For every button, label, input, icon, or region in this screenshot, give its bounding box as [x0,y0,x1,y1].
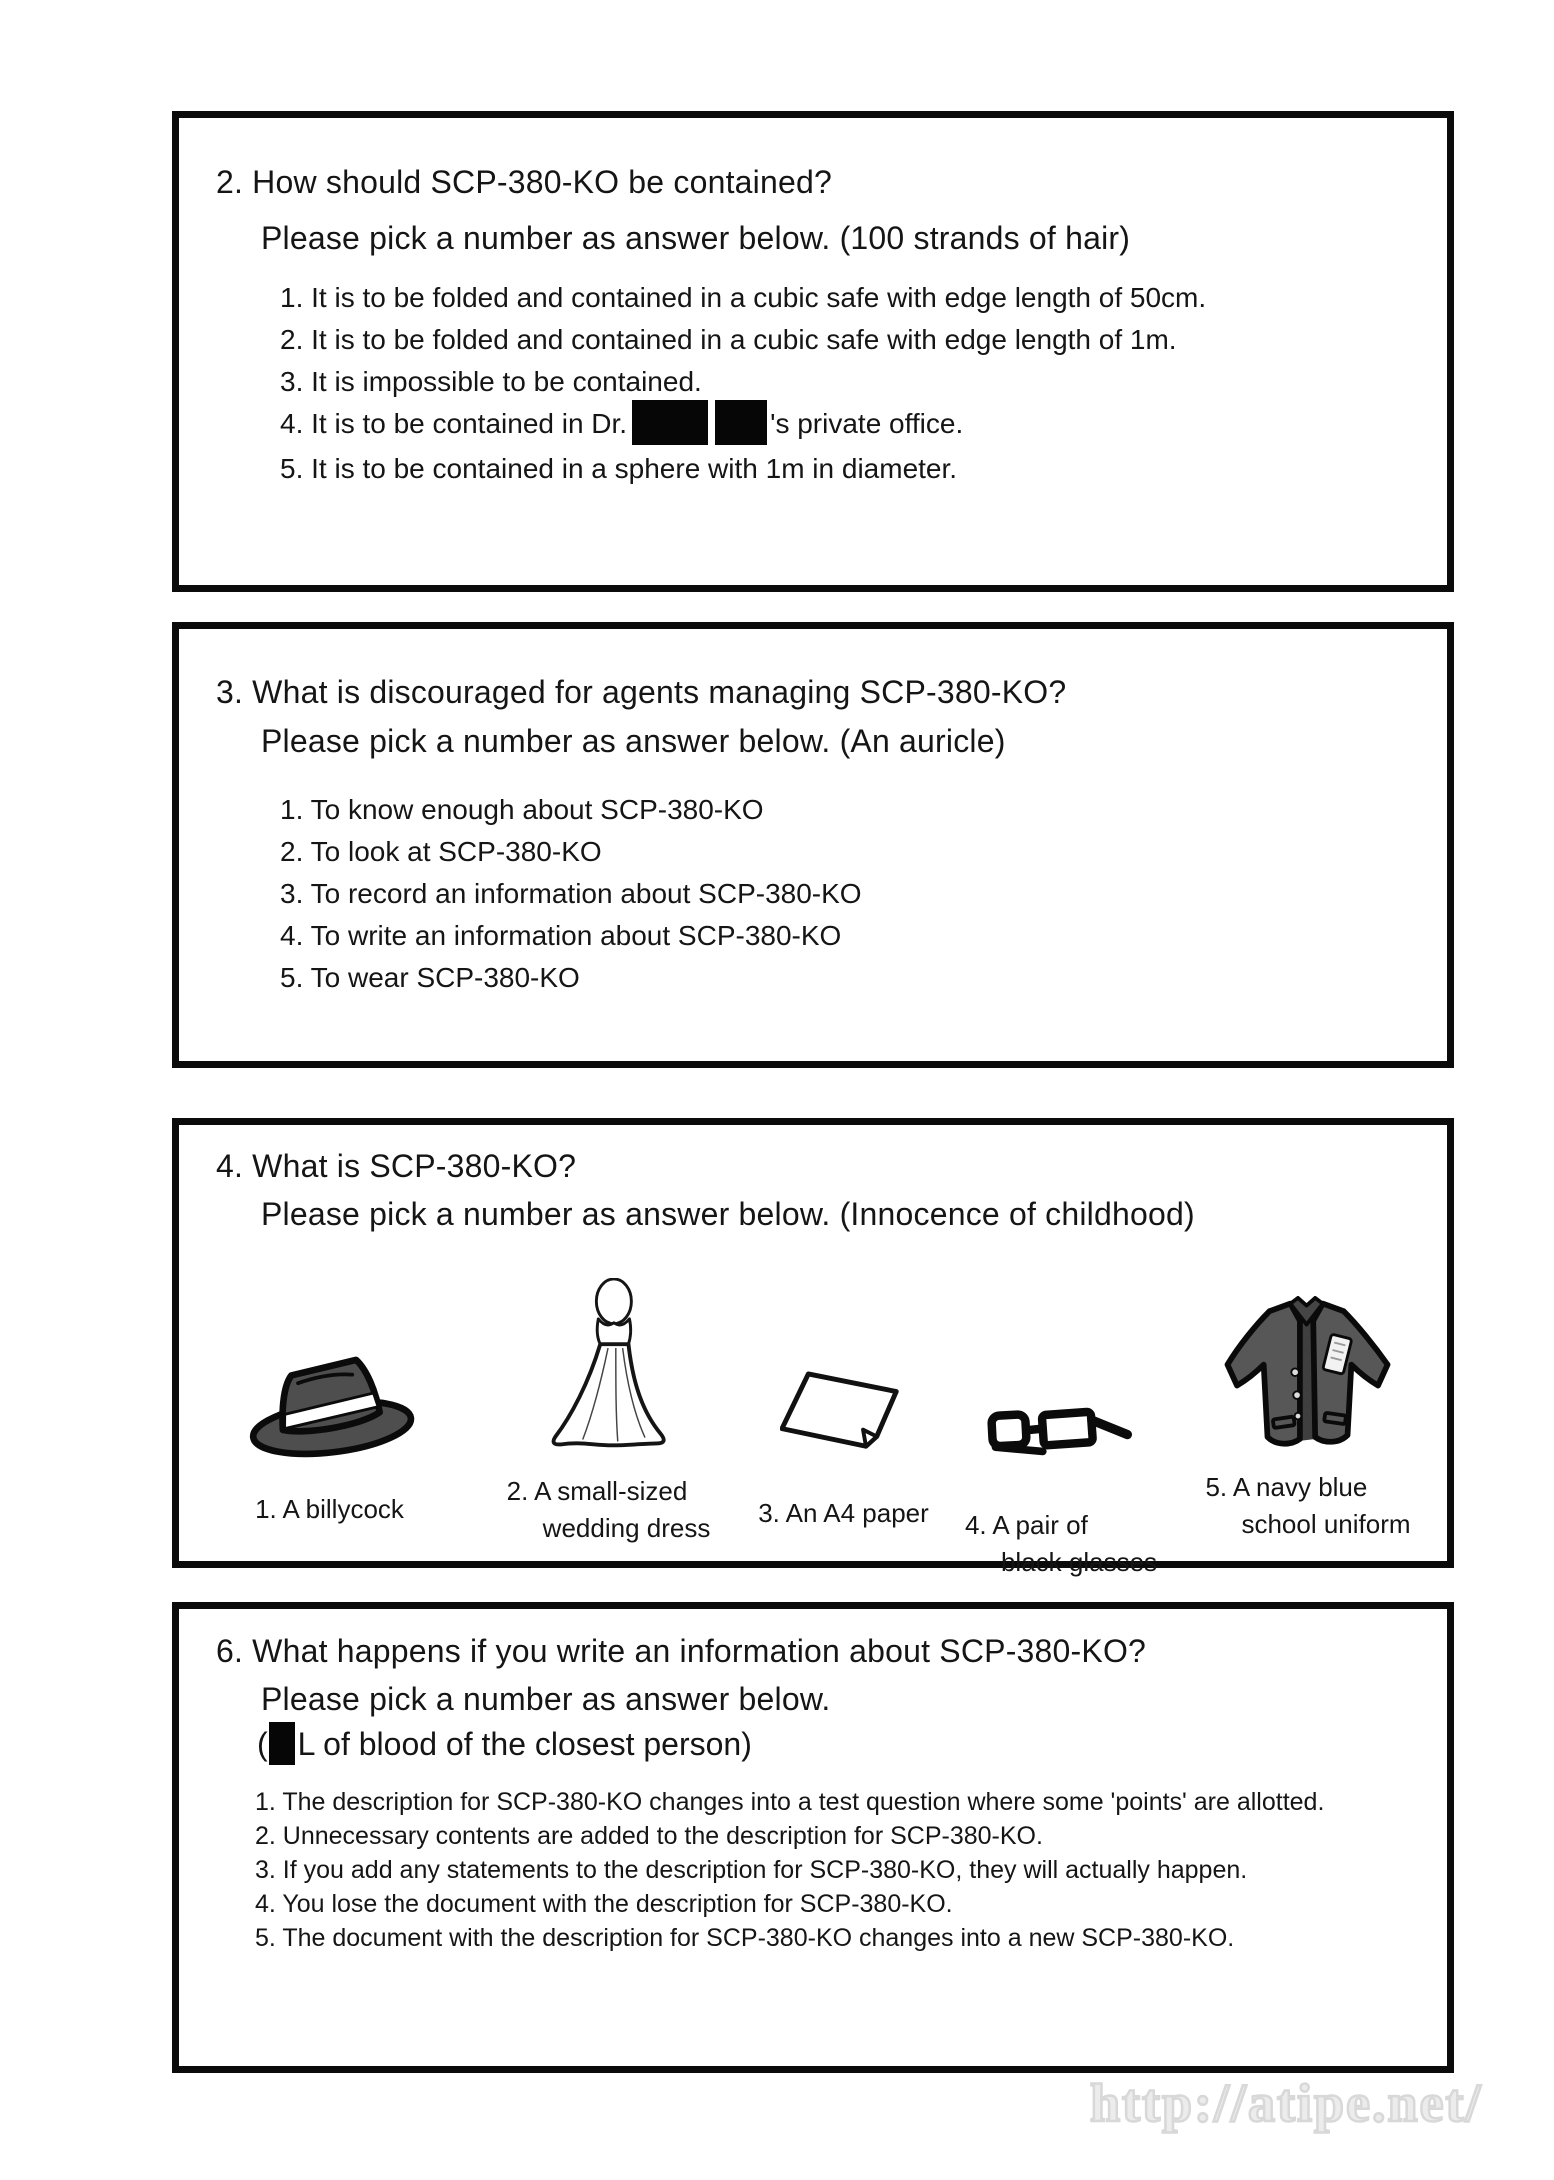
question-3-options [280,789,1447,999]
question-3-title: 3. What is discouraged for agents managing SCP-380-KO? [216,674,1067,710]
question-box-3 [172,622,1454,1068]
option: 5. The document with the description for SCP-380-KO changes into a new SCP-380-KO. [255,1924,1235,1953]
wedding-dress-icon [480,1236,737,1458]
answer-item-school-uniform [1172,1236,1444,1581]
glasses-icon [950,1236,1172,1458]
option-text: 4. It is to be contained in Dr. [280,408,628,439]
answer-label: 2. A small-sized wedding dress [506,1476,711,1543]
option: 3. If you add any statements to the description for SCP-380-KO, they will actually happen. [255,1856,1248,1885]
question-6-options [255,1785,1447,1955]
answer-item-billycock [179,1236,480,1581]
answer-label: 5. A navy blue school uniform [1205,1472,1411,1539]
option: 5. It is to be contained in a sphere with 1m in diameter. [280,453,958,485]
option: 5. To wear SCP-380-KO [280,962,580,993]
option: 4. You lose the document with the description for SCP-380-KO. [255,1890,953,1919]
option: 1. The description for SCP-380-KO changes into a test question where some 'points' are allotted. [255,1788,1325,1817]
question-box-2 [172,111,1454,592]
question-2-options [280,277,1447,490]
answer-label: 4. A pair of black glasses [964,1510,1158,1577]
option: 3. It is impossible to be contained. [280,366,702,397]
hint-text: L of blood of the closest person) [297,1726,752,1762]
billycock-hat-icon [179,1236,480,1458]
option: 1. To know enough about SCP-380-KO [280,794,764,825]
hint-text: ( [257,1726,268,1762]
answer-label: 1. A billycock [255,1494,404,1524]
question-4-title: 4. What is SCP-380-KO? [216,1148,577,1184]
question-6-hint [257,1721,1447,1768]
question-6-title: 6. What happens if you write an information about SCP-380-KO? [216,1633,1147,1669]
option [280,403,1447,448]
question-4-subtitle: Please pick a number as answer below. (Innocence of childhood) [261,1196,1195,1232]
option: 2. It is to be folded and contained in a cubic safe with edge length of 1m. [280,324,1177,355]
answer-label: 3. An A4 paper [758,1498,929,1528]
answer-item-wedding-dress [480,1236,737,1581]
question-6-subtitle: Please pick a number as answer below. [261,1681,831,1717]
answer-item-a4-paper [737,1236,950,1581]
option-text: 's private office. [770,408,964,439]
answer-item-glasses [950,1236,1172,1581]
redaction-box [715,400,767,445]
question-2-subtitle: Please pick a number as answer below. (100 strands of hair) [261,220,1131,256]
redaction-box [269,1722,295,1765]
redaction-box [632,400,708,445]
option: 2. Unnecessary contents are added to the description for SCP-380-KO. [255,1822,1043,1851]
answer-illustrations [179,1236,1447,1581]
option: 2. To look at SCP-380-KO [280,836,602,867]
question-box-4 [172,1118,1454,1577]
question-3-subtitle: Please pick a number as answer below. (An auricle) [261,723,1006,759]
school-uniform-icon [1172,1236,1444,1458]
option: 4. To write an information about SCP-380-KO [280,920,842,951]
a4-paper-icon [737,1236,950,1458]
option: 3. To record an information about SCP-380-KO [280,878,862,909]
question-2-title: 2. How should SCP-380-KO be contained? [216,164,832,200]
question-box-6 [172,1602,1454,2073]
option: 1. It is to be folded and contained in a cubic safe with edge length of 50cm. [280,282,1207,313]
watermark-url: http://atipe.net/ [1090,2073,1483,2133]
